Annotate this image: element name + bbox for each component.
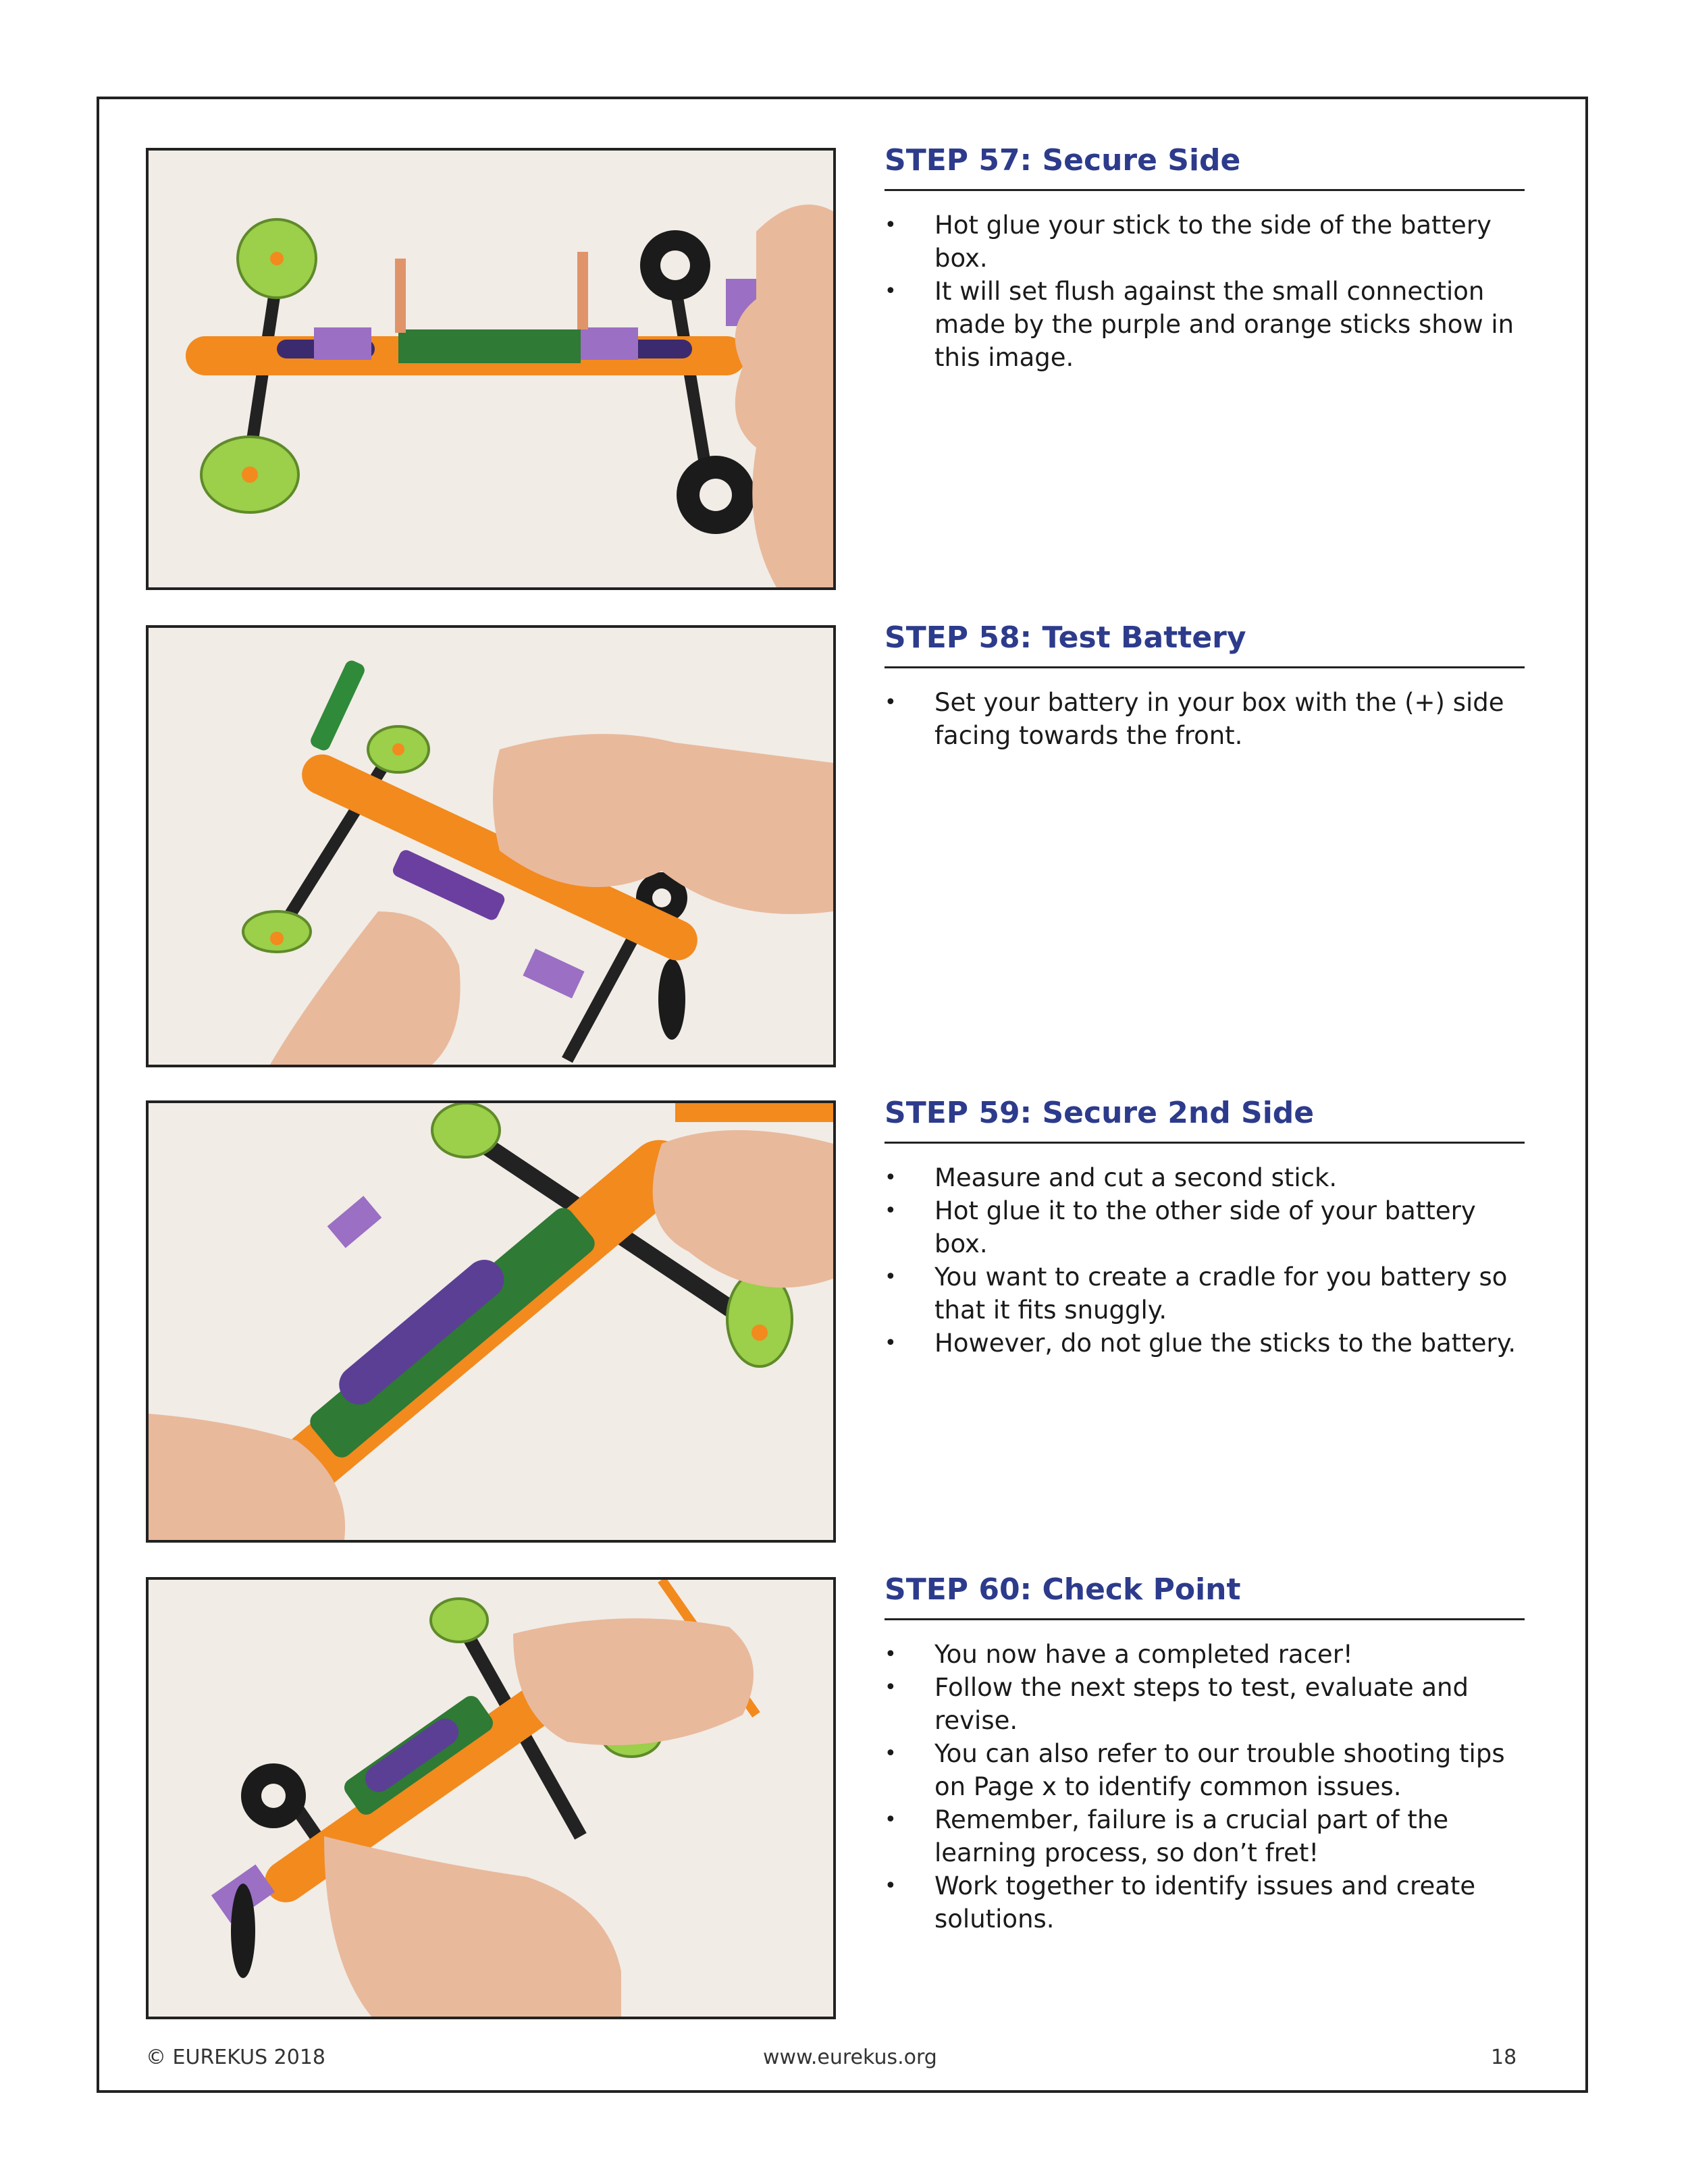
title-divider <box>885 666 1525 668</box>
bullet-item: • It will set flush against the small connection made by the purple and orange sticks show in this image. <box>885 275 1525 374</box>
bullet-item: • Measure and cut a second stick. <box>885 1161 1525 1194</box>
step-59-title: STEP 59: Secure 2nd Side <box>885 1096 1315 1130</box>
step-60-photo <box>146 1577 836 2019</box>
bullet-item: • You can also refer to our trouble shooting tips on Page x to identify common issues. <box>885 1737 1525 1803</box>
step-57-bullet-list <box>885 209 1525 374</box>
bullet-item: • Hot glue it to the other side of your battery box. <box>885 1194 1525 1260</box>
step-58-photo <box>146 625 836 1067</box>
step-59-section <box>885 1093 1525 1360</box>
bullet-item: • Follow the next steps to test, evaluate and revise. <box>885 1671 1525 1737</box>
step-57-title: STEP 57: Secure Side <box>885 143 1241 178</box>
title-divider <box>885 1618 1525 1620</box>
step-60-title: STEP 60: Check Point <box>885 1572 1241 1607</box>
bullet-item: • Work together to identify issues and create solutions. <box>885 1869 1525 1936</box>
step-60-section <box>885 1570 1525 1936</box>
bullet-item: • However, do not glue the sticks to the battery. <box>885 1327 1525 1360</box>
bullet-item: • Set your battery in your box with the (+) side facing towards the front. <box>885 686 1525 752</box>
step-58-title: STEP 58: Test Battery <box>885 620 1246 655</box>
step-59-bullet-list <box>885 1161 1525 1360</box>
racer-secure-second-side-image <box>149 1103 833 1540</box>
step-58-bullet-list <box>885 686 1525 752</box>
step-57-photo <box>146 148 836 590</box>
title-divider <box>885 189 1525 191</box>
bullet-item: • Hot glue your stick to the side of the battery box. <box>885 209 1525 275</box>
racer-check-point-image <box>149 1580 833 2017</box>
step-57-section <box>885 140 1525 374</box>
step-60-bullet-list <box>885 1638 1525 1936</box>
bullet-item: • You now have a completed racer! <box>885 1638 1525 1671</box>
footer-website: www.eurekus.org <box>763 2046 937 2069</box>
bullet-item: • You want to create a cradle for you battery so that it fits snuggly. <box>885 1260 1525 1327</box>
racer-test-battery-image <box>149 628 833 1065</box>
step-58-section <box>885 618 1525 752</box>
footer-page-number: 18 <box>1491 2046 1517 2069</box>
bullet-item: • Remember, failure is a crucial part of the learning process, so don’t fret! <box>885 1803 1525 1869</box>
step-59-photo <box>146 1100 836 1543</box>
title-divider <box>885 1142 1525 1144</box>
racer-secure-side-image <box>149 151 833 587</box>
footer-copyright: © EUREKUS 2018 <box>146 2046 326 2069</box>
